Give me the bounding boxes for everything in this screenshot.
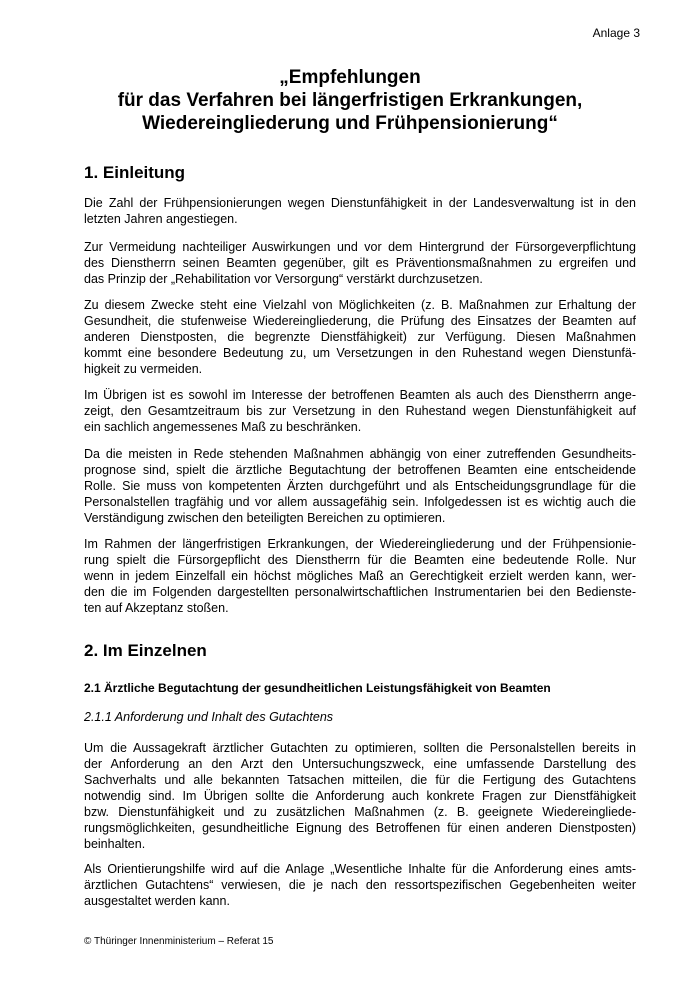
paragraph	[84, 387, 636, 435]
text-line: bzw. Dienstunfähigkeit und zu zusätzlichen Maßnahmen (z. B. geeignete Wiedereingliede-	[84, 805, 636, 819]
title-line: für das Verfahren bei längerfristigen Erkrankungen,	[117, 90, 583, 111]
paragraph	[84, 446, 636, 526]
text-line: den die im Folgenden dargestellten personalwirtschaftlichen Instrumentarien bei den Bedienste-	[84, 585, 636, 599]
text-line: Im Übrigen ist es sowohl im Interesse der betroffenen Beamten als auch des Dienstherrn ange-	[84, 388, 636, 402]
text-line: Die Zahl der Frühpensionierungen wegen Dienstunfähigkeit in der Landesverwaltung ist in den	[84, 196, 636, 210]
paragraph	[84, 239, 636, 287]
subsection-heading: 2.1 Ärztliche Begutachtung der gesundheitlichen Leistungsfähigkeit von Beamten	[84, 681, 551, 695]
text-line: Im Rahmen der längerfristigen Erkrankungen, der Wiedereingliederung und der Frühpensionie-	[84, 537, 636, 551]
text-line: das Prinzip der „Rehabilitation vor Versorgung“ verstärkt durchzusetzen.	[84, 272, 483, 286]
text-line: rung spielt die Fürsorgepflicht des Dienstherrn für die Beamten eine bedeutende Rolle. Nur	[84, 553, 636, 567]
text-line: anderen Dienstposten, die begrenzte Dienstfähigkeit) zur Verfügung. Diesen Maßnahmen	[84, 330, 636, 344]
text-line: Da die meisten in Rede stehenden Maßnahmen abhängig von einer zutreffenden Gesundheits-	[84, 447, 636, 461]
text-line: rungsmöglichkeiten, gesundheitliche Eignung des Betroffenen für einen anderen Dienstposten)	[84, 821, 636, 835]
paragraph	[84, 740, 636, 852]
title-line: „Empfehlungen	[279, 67, 421, 88]
text-line: Sachverhalts und alle bekannten Tatsachen mitteilen, die für die Fertigung des Gutachtens	[84, 773, 636, 787]
text-line: ausgestaltet werden kann.	[84, 894, 230, 908]
text-line: Rolle. Sie muss von kompetenten Ärzten durchgeführt und als Entscheidungsgrundlage für die	[84, 479, 636, 493]
text-line: letzten Jahren angestiegen.	[84, 212, 238, 226]
text-line: Als Orientierungshilfe wird auf die Anlage „Wesentliche Inhalte für die Anforderung eines amts-	[84, 862, 636, 876]
text-line: higkeit zu vermeiden.	[84, 362, 203, 376]
text-line: ein sachlich angemessenes Maß zu beschränken.	[84, 420, 362, 434]
section-heading-details: 2. Im Einzelnen	[84, 641, 207, 660]
paragraph	[84, 195, 636, 227]
paragraph	[84, 861, 636, 909]
text-line: zeigt, den Gesamtzeitraum bis zur Versetzung in den Ruhestand wegen Dienstunfähigkeit auf	[84, 404, 636, 418]
paragraph	[84, 536, 636, 616]
text-line: Verständigung zwischen den beteiligten Bereichen zu optimieren.	[84, 511, 446, 525]
text-line: Zu diesem Zwecke steht eine Vielzahl von Möglichkeiten (z. B. Maßnahmen zur Erhaltung der	[84, 298, 636, 312]
text-line: kommt eine besondere Bedeutung zu, um Versetzungen in den Ruhestand wegen Dienstunfä-	[84, 346, 636, 360]
paragraph	[84, 297, 636, 377]
text-line: prognose sind, spielt die ärztliche Begutachtung der betroffenen Beamten eine entscheidende	[84, 463, 636, 477]
text-line: der Anforderung an den Arzt den Untersuchungszweck, eine umfassende Darstellung des	[84, 757, 636, 771]
text-line: ten auf Akzeptanz stoßen.	[84, 601, 229, 615]
document-title	[60, 66, 640, 135]
section-heading-introduction: 1. Einleitung	[84, 163, 186, 182]
text-line: beinhalten.	[84, 837, 146, 851]
text-line: Zur Vermeidung nachteiliger Auswirkungen und vor dem Hintergrund der Fürsorgeverpflichtung	[84, 240, 636, 254]
text-line: Um die Aussagekraft ärztlicher Gutachten zu optimieren, sollten die Personalstellen bereits in	[84, 741, 636, 755]
text-line: notwendig sind. Im Übrigen sollte die Anforderung auch konkrete Fragen zur Dienstfähigkeit	[84, 789, 636, 803]
text-line: ärztlichen Gutachtens“ verwiesen, die je nach den ressortspezifischen Gegebenheiten weiter	[84, 878, 636, 892]
text-line: wenn in jedem Einzelfall ein höchst mögliches Maß an Gerechtigkeit erzielt werden kann, wer-	[84, 569, 636, 583]
text-line: Gesundheit, die stufenweise Wiedereingliederung, die Prüfung des Einsatzes der Beamten auf	[84, 314, 636, 328]
text-line: des Dienstherrn seinen Beamten gegenüber, gilt es Präventionsmaßnahmen zu ergreifen und	[84, 256, 636, 270]
title-line: Wiedereingliederung und Frühpensionierung“	[142, 113, 558, 134]
subsubsection-heading: 2.1.1 Anforderung und Inhalt des Gutachtens	[84, 710, 334, 724]
text-line: Personalstellen tragfähig und vor allem aussagefähig sein. Infolgedessen ist es wichtig auch die	[84, 495, 636, 509]
annex-label: Anlage 3	[592, 26, 640, 40]
footer-copyright: © Thüringer Innenministerium – Referat 15	[84, 936, 274, 947]
